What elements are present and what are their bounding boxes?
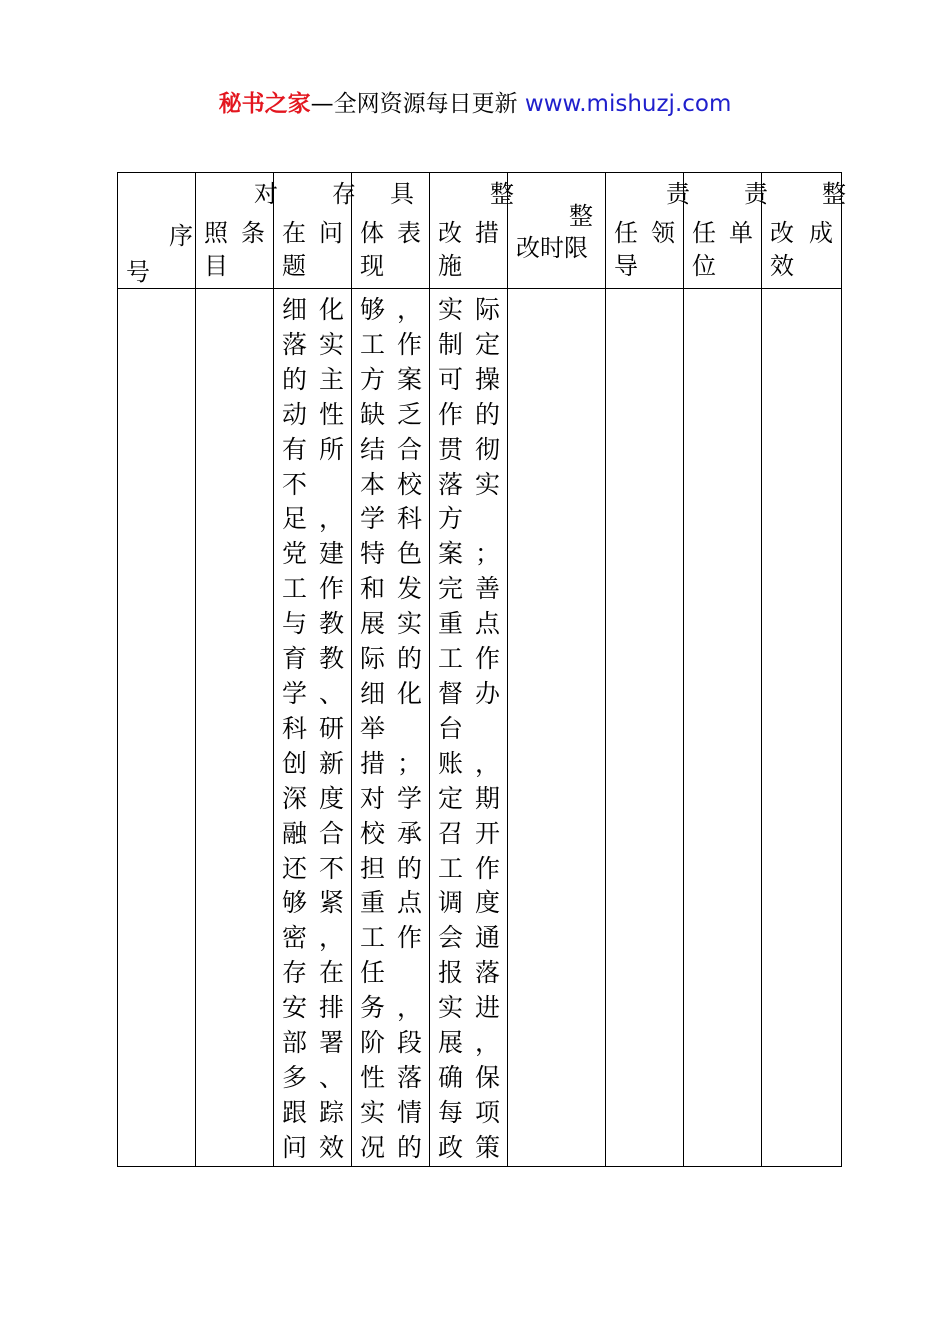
rectification-table [117,172,846,1167]
cell-ref-item [196,289,274,1167]
header-measures: 整 改 措 施 [430,173,508,289]
header-unit: 责 任 单 位 [684,173,762,289]
cell-deadline [508,289,606,1167]
table-header-row [118,173,842,289]
header-manifest: 具 体 表 现 [352,173,430,289]
cell-seq [118,289,196,1167]
header-seq: 序 号 [118,173,196,289]
table-row [118,289,842,1167]
cell-result [762,289,842,1167]
brand-name: 秘书之家 [218,91,311,117]
header-issue: 存 在 问 题 [274,173,352,289]
cell-leader [606,289,684,1167]
cell-measures: 实际制定可操作的贯彻落实方案；完善重点工作督办台账，定期召开工作调度会通报落实进展，确保每项政策 [430,289,508,1167]
cell-issue: 细化落实的主动性有所不足，党建工作与教育教学、科研创新深度融合还不够紧密，存在安排部署多、跟踪问效 [274,289,352,1167]
site-url-link[interactable]: www.mishuzj.com [524,91,732,117]
header-ref-item: 对 照 条 目 [196,173,274,289]
page-header [0,86,950,122]
header-leader: 责 任 领 导 [606,173,684,289]
cell-manifest: 够，工作方案缺乏结合本校学科特色和发展实际的细化举措；对学校承担的重点工作任务，阶段性落实情况的 [352,289,430,1167]
header-tagline: —全网资源每日更新 [310,91,518,117]
header-ref-item-line2: 照 条 [204,219,265,247]
cell-unit [684,289,762,1167]
header-result: 整 改 成 效 [762,173,842,289]
header-deadline: 整 改时限 [508,173,606,289]
